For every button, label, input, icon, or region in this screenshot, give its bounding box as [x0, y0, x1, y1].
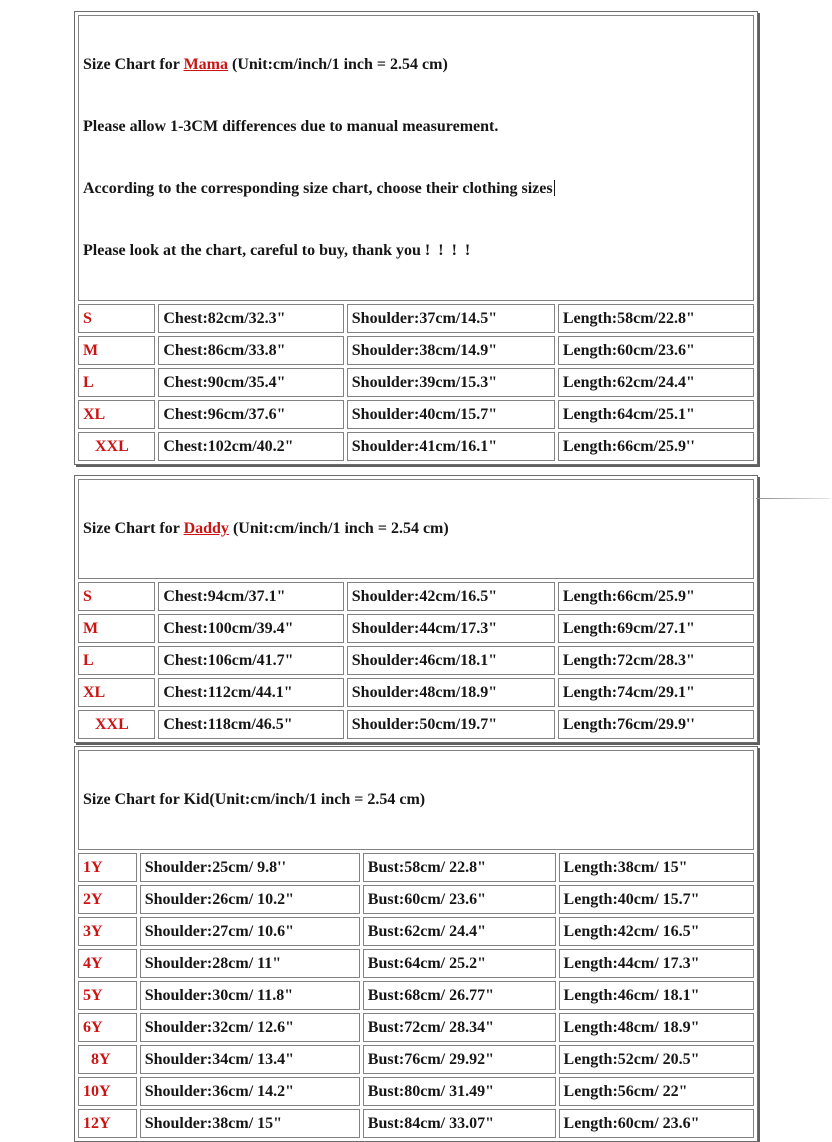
shoulder-cell: Shoulder:36cm/ 14.2" [140, 1077, 360, 1106]
chest-cell: Chest:94cm/37.1" [158, 582, 343, 611]
note-choose-size: According to the corresponding size chart, choose their clothing sizes [83, 180, 553, 197]
length-cell: Length:62cm/24.4" [558, 368, 754, 397]
daddy-chart-title [83, 516, 749, 542]
kid-chart-title: Size Chart for Kid(Unit:cm/inch/1 inch = 2.54 cm) [83, 791, 426, 808]
chest-cell: Chest:100cm/39.4" [158, 614, 343, 643]
shoulder-cell: Shoulder:26cm/ 10.2" [140, 885, 360, 914]
bust-cell: Bust:68cm/ 26.77" [363, 981, 556, 1010]
table-row [78, 336, 754, 365]
daddy-link[interactable]: Daddy [183, 520, 229, 537]
length-cell: Length:72cm/28.3" [558, 646, 754, 675]
table-row [78, 646, 754, 675]
note-measurement: Please allow 1-3CM differences due to manual measurement. [83, 118, 499, 135]
mama-size-table [74, 11, 758, 465]
bust-cell: Bust:72cm/ 28.34" [363, 1013, 556, 1042]
daddy-size-table [74, 475, 758, 743]
size-cell: L [78, 646, 155, 675]
size-cell: 6Y [78, 1013, 137, 1042]
table-row [78, 678, 754, 707]
daddy-title-prefix: Size Chart for [83, 520, 184, 537]
length-cell: Length:44cm/ 17.3" [559, 949, 754, 978]
shoulder-cell: Shoulder:28cm/ 11" [140, 949, 360, 978]
shoulder-cell: Shoulder:34cm/ 13.4" [140, 1045, 360, 1074]
daddy-header-cell [78, 479, 754, 579]
bust-cell: Bust:80cm/ 31.49" [363, 1077, 556, 1106]
length-cell: Length:64cm/25.1" [558, 400, 754, 429]
size-cell: S [78, 304, 155, 333]
mama-header-row [78, 15, 754, 301]
length-cell: Length:46cm/ 18.1" [559, 981, 754, 1010]
chest-cell: Chest:86cm/33.8" [158, 336, 343, 365]
length-cell: Length:48cm/ 18.9" [559, 1013, 754, 1042]
size-cell: L [78, 368, 155, 397]
shoulder-cell: Shoulder:38cm/ 15" [140, 1109, 360, 1138]
table-row [78, 614, 754, 643]
shoulder-cell: Shoulder:38cm/14.9" [347, 336, 555, 365]
size-cell: 5Y [78, 981, 137, 1010]
size-cell: 3Y [78, 917, 137, 946]
table-row [78, 853, 754, 882]
length-cell: Length:66cm/25.9'' [558, 432, 754, 461]
shoulder-cell: Shoulder:37cm/14.5" [347, 304, 555, 333]
chest-cell: Chest:106cm/41.7" [158, 646, 343, 675]
size-cell: 1Y [78, 853, 137, 882]
length-cell: Length:76cm/29.9'' [558, 710, 754, 739]
table-row [78, 368, 754, 397]
chest-cell: Chest:82cm/32.3" [158, 304, 343, 333]
note-thank-you: Please look at the chart, careful to buy, thank you ! ! ! ! [83, 242, 471, 259]
length-cell: Length:58cm/22.8" [558, 304, 754, 333]
kid-header-row [78, 750, 754, 850]
text-cursor [554, 180, 555, 196]
table-row [78, 400, 754, 429]
length-cell: Length:56cm/ 22" [559, 1077, 754, 1106]
mama-link[interactable]: Mama [183, 56, 229, 73]
shoulder-cell: Shoulder:40cm/15.7" [347, 400, 555, 429]
bust-cell: Bust:62cm/ 24.4" [363, 917, 556, 946]
size-cell: 8Y [78, 1045, 137, 1074]
mama-chart-title [83, 52, 749, 78]
stray-hairline [756, 498, 830, 499]
length-cell: Length:42cm/ 16.5" [559, 917, 754, 946]
bust-cell: Bust:84cm/ 33.07" [363, 1109, 556, 1138]
size-cell: M [78, 336, 155, 365]
length-cell: Length:60cm/ 23.6" [559, 1109, 754, 1138]
table-row [78, 885, 754, 914]
shoulder-cell: Shoulder:42cm/16.5" [347, 582, 555, 611]
bust-cell: Bust:64cm/ 25.2" [363, 949, 556, 978]
table-row [78, 949, 754, 978]
table-row [78, 981, 754, 1010]
size-cell: S [78, 582, 155, 611]
table-row [78, 582, 754, 611]
size-cell: 2Y [78, 885, 137, 914]
chest-cell: Chest:118cm/46.5" [158, 710, 343, 739]
chest-cell: Chest:102cm/40.2" [158, 432, 343, 461]
table-row [78, 710, 754, 739]
bust-cell: Bust:58cm/ 22.8" [363, 853, 556, 882]
kid-header-cell [78, 750, 754, 850]
shoulder-cell: Shoulder:25cm/ 9.8'' [140, 853, 360, 882]
mama-header-cell [78, 15, 754, 301]
chest-cell: Chest:112cm/44.1" [158, 678, 343, 707]
shoulder-cell: Shoulder:27cm/ 10.6" [140, 917, 360, 946]
table-row [78, 1077, 754, 1106]
length-cell: Length:60cm/23.6" [558, 336, 754, 365]
table-row [78, 1013, 754, 1042]
length-cell: Length:74cm/29.1" [558, 678, 754, 707]
mama-title-suffix: (Unit:cm/inch/1 inch = 2.54 cm) [228, 56, 448, 73]
chest-cell: Chest:96cm/37.6" [158, 400, 343, 429]
shoulder-cell: Shoulder:41cm/16.1" [347, 432, 555, 461]
size-cell: M [78, 614, 155, 643]
shoulder-cell: Shoulder:32cm/ 12.6" [140, 1013, 360, 1042]
size-cell: XL [78, 400, 155, 429]
length-cell: Length:52cm/ 20.5" [559, 1045, 754, 1074]
size-cell: XL [78, 678, 155, 707]
kid-size-table [74, 746, 758, 1142]
chest-cell: Chest:90cm/35.4" [158, 368, 343, 397]
size-cell: 4Y [78, 949, 137, 978]
shoulder-cell: Shoulder:30cm/ 11.8" [140, 981, 360, 1010]
daddy-header-row [78, 479, 754, 579]
size-cell: 10Y [78, 1077, 137, 1106]
length-cell: Length:40cm/ 15.7" [559, 885, 754, 914]
length-cell: Length:38cm/ 15" [559, 853, 754, 882]
size-cell: XXL [78, 432, 155, 461]
shoulder-cell: Shoulder:44cm/17.3" [347, 614, 555, 643]
mama-title-prefix: Size Chart for [83, 56, 184, 73]
length-cell: Length:69cm/27.1" [558, 614, 754, 643]
table-row [78, 304, 754, 333]
shoulder-cell: Shoulder:39cm/15.3" [347, 368, 555, 397]
daddy-title-suffix: (Unit:cm/inch/1 inch = 2.54 cm) [228, 520, 449, 537]
table-row [78, 1045, 754, 1074]
size-chart-stack [74, 11, 758, 1142]
table-row [78, 917, 754, 946]
size-cell: XXL [78, 710, 155, 739]
shoulder-cell: Shoulder:48cm/18.9" [347, 678, 555, 707]
length-cell: Length:66cm/25.9" [558, 582, 754, 611]
bust-cell: Bust:76cm/ 29.92" [363, 1045, 556, 1074]
table-row [78, 1109, 754, 1138]
size-cell: 12Y [78, 1109, 137, 1138]
shoulder-cell: Shoulder:50cm/19.7" [347, 710, 555, 739]
bust-cell: Bust:60cm/ 23.6" [363, 885, 556, 914]
table-row [78, 432, 754, 461]
shoulder-cell: Shoulder:46cm/18.1" [347, 646, 555, 675]
